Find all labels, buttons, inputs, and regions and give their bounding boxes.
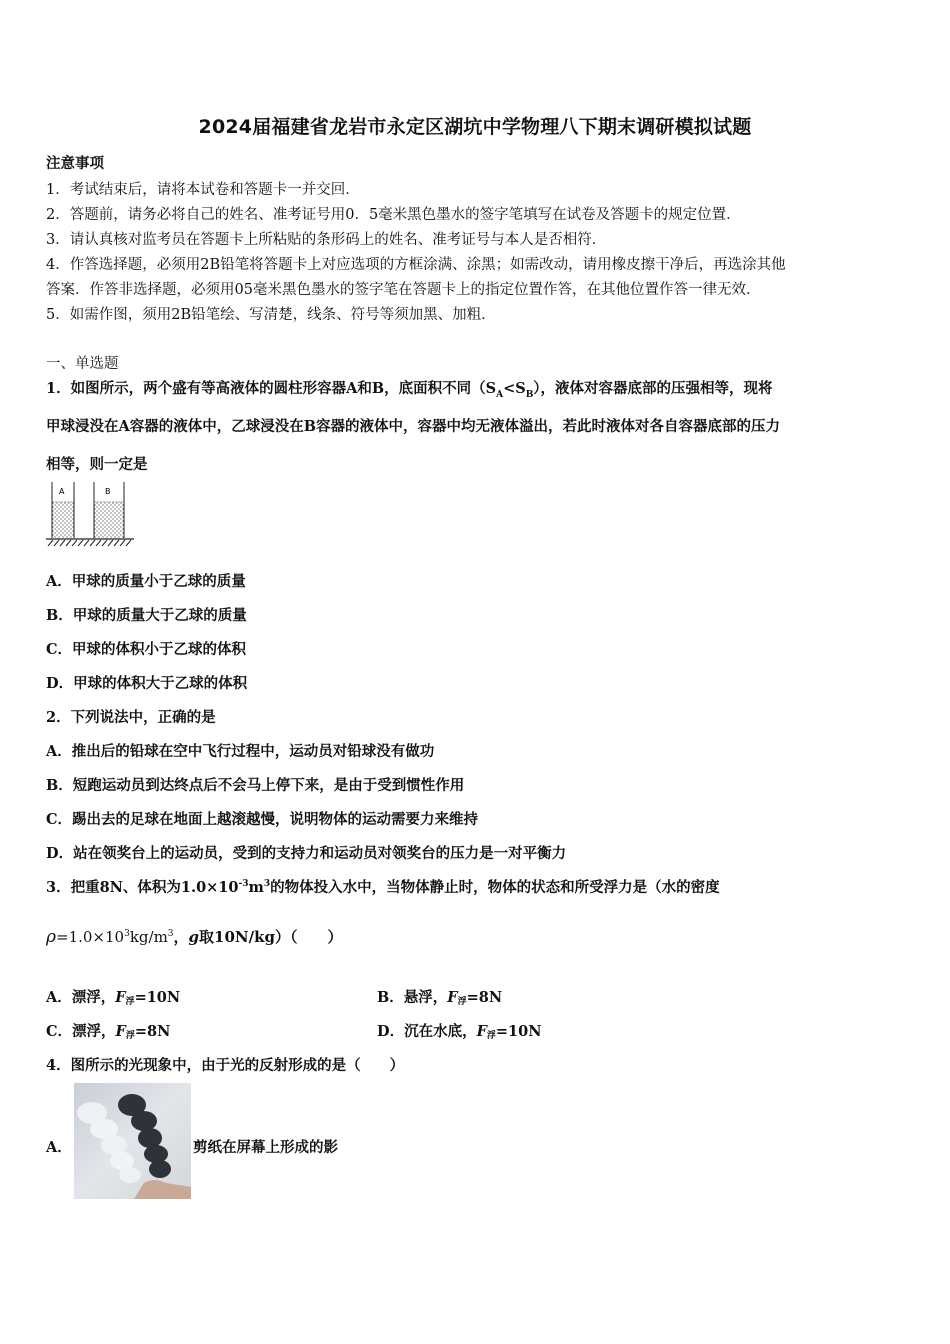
question-3-option: D．沉在水底，F浮=10N: [377, 1023, 542, 1041]
notice-heading: 注意事项: [46, 155, 104, 172]
container-b-label: B: [105, 487, 111, 496]
section-heading: 一、单选题: [46, 356, 119, 372]
question-1-option: A．甲球的质量小于乙球的质量: [46, 573, 246, 590]
question-2-option: D．站在领奖台上的运动员，受到的支持力和运动员对领奖台的压力是一对平衡力: [46, 845, 567, 862]
question-3-option: A．漂浮，F浮=10N: [46, 989, 181, 1007]
question-1-option: B．甲球的质量大于乙球的质量: [46, 607, 247, 624]
question-3-stem: 3．把重8N、体积为$1.0\times 10^{-3}m^3$的物体投入水中，当物体静止时，物体的状态和所受浮力是（水的密度: [46, 879, 720, 896]
notice-item: 5．如需作图，须用2B铅笔绘、写清楚，线条、符号等须加黑、加粗．: [46, 307, 496, 323]
question-1-option: C．甲球的体积小于乙球的体积: [46, 641, 247, 658]
exam-title: 2024届福建省龙岩市永定区湖坑中学物理八下期末调研模拟试题: [198, 116, 752, 138]
question-2-stem: 2．下列说法中，正确的是: [46, 709, 216, 726]
notice-item: 2．答题前，请务必将自己的姓名、准考证号用0．5毫米黑色墨水的签字笔填写在试卷及答题卡的规定位置．: [46, 207, 741, 223]
question-1-option: D．甲球的体积大于乙球的体积: [46, 675, 248, 692]
density-formula: $\rho=1.0\times 10^3kg/m^3$，g取10N/kg）（ ）: [46, 927, 343, 947]
question-2-option: B．短跑运动员到达终点后不会马上停下来，是由于受到惯性作用: [46, 777, 465, 794]
question-3-option: C．漂浮，F浮=8N: [46, 1023, 171, 1041]
shadow-photo: [74, 1083, 191, 1199]
question-1-stem-line1: 1．如图所示，两个盛有等高液体的圆柱形容器A和B，底面积不同$(S_A<S_B)$，液体对容器底部的压强相等，现将: [46, 380, 773, 400]
notice-item: 4．作答选择题，必须用2B铅笔将答题卡上对应选项的方框涂满、涂黑；如需改动，请用橡皮擦干净后，再选涂其他: [46, 257, 786, 273]
question-1-stem-line2: 甲球浸没在A容器的液体中，乙球浸没在B容器的液体中，容器中均无液体溢出，若此时液体对各自容器底部的压力: [46, 418, 781, 435]
question-4-option-a-label: A．: [46, 1139, 72, 1156]
containers-figure: [46, 480, 136, 550]
question-4-option-a-text: 剪纸在屏幕上形成的影: [193, 1139, 338, 1156]
container-a-label: A: [59, 487, 65, 496]
question-2-option: C．踢出去的足球在地面上越滚越慢，说明物体的运动需要力来维持: [46, 811, 479, 828]
question-3-option: B．悬浮，F浮=8N: [377, 989, 503, 1007]
question-4-stem: 4．图所示的光现象中，由于光的反射形成的是（ ）: [46, 1057, 405, 1074]
question-1-stem-line3: 相等，则一定是: [46, 456, 148, 473]
question-2-option: A．推出后的铅球在空中飞行过程中，运动员对铅球没有做功: [46, 743, 435, 760]
notice-item: 答案．作答非选择题，必须用05毫米黑色墨水的签字笔在答题卡上的指定位置作答，在其他位置作答一律无效．: [46, 282, 761, 298]
notice-item: 1．考试结束后，请将本试卷和答题卡一并交回．: [46, 182, 360, 198]
notice-item: 3．请认真核对监考员在答题卡上所粘贴的条形码上的姓名、准考证号与本人是否相符．: [46, 232, 607, 248]
